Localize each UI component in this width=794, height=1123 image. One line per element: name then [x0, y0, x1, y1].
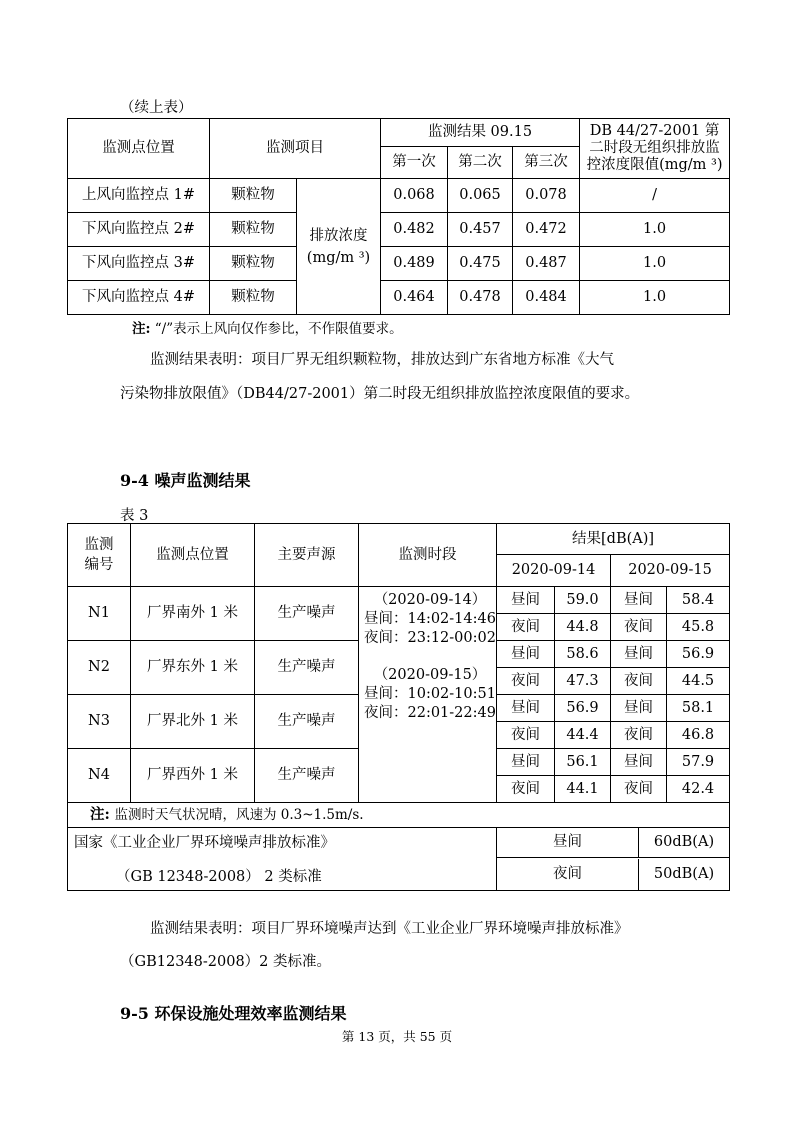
- section-9-4-title: 9-4 噪声监测结果: [120, 471, 251, 490]
- noise-value: 46.8: [667, 722, 730, 749]
- location-cell: 上风向监控点 1#: [68, 179, 210, 213]
- item-cell: 颗粒物: [210, 213, 297, 247]
- day-label: 昼间: [497, 749, 555, 776]
- noise-source: 生产噪声: [255, 695, 359, 749]
- night-label: 夜间: [497, 722, 555, 749]
- header-source: 主要声源: [255, 524, 359, 587]
- paragraph2-line1: 监测结果表明：项目厂界环境噪声达到《工业企业厂界环境噪声排放标准》: [150, 921, 629, 937]
- value-cell: 0.472: [513, 213, 580, 247]
- std-day-label: 昼间: [497, 828, 639, 857]
- note-label: 注:: [132, 321, 151, 337]
- value-cell: 0.475: [448, 247, 513, 281]
- station-no: N3: [68, 695, 131, 749]
- table2-note: [68, 803, 730, 828]
- value-cell: 0.482: [381, 213, 448, 247]
- table-row: [68, 587, 730, 614]
- note-text: 监测时天气状况晴，风速为 0.3~1.5m/s.: [114, 807, 364, 823]
- header-results: 结果[dB(A)]: [497, 524, 730, 555]
- table-row: [68, 247, 730, 281]
- noise-source: 生产噪声: [255, 641, 359, 695]
- standard-code: （GB 12348-2008） 2 类标准: [116, 869, 322, 885]
- night-label: 夜间: [611, 776, 667, 803]
- note-text: “/”表示上风向仅作参比，不作限值要求。: [154, 321, 403, 337]
- day-label: 昼间: [611, 587, 667, 614]
- value-cell: 0.065: [448, 179, 513, 213]
- day-label: 昼间: [611, 695, 667, 722]
- noise-value: 47.3: [555, 668, 611, 695]
- location-cell: 下风向监控点 3#: [68, 247, 210, 281]
- noise-value: 44.5: [667, 668, 730, 695]
- noise-source: 生产噪声: [255, 749, 359, 803]
- particulate-results-table: [67, 118, 730, 315]
- header-location: 监测点位置: [68, 119, 210, 179]
- night-label: 夜间: [611, 722, 667, 749]
- station-location: 厂界北外 1 米: [131, 695, 255, 749]
- item-cell: 颗粒物: [210, 281, 297, 315]
- limit-cell: 1.0: [580, 213, 730, 247]
- noise-value: 45.8: [667, 614, 730, 641]
- station-location: 厂界西外 1 米: [131, 749, 255, 803]
- station-location: 厂界东外 1 米: [131, 641, 255, 695]
- std-night-label: 夜间: [497, 859, 639, 890]
- noise-value: 58.1: [667, 695, 730, 722]
- night-label: 夜间: [497, 614, 555, 641]
- station-location: 厂界南外 1 米: [131, 587, 255, 641]
- noise-value: 44.1: [555, 776, 611, 803]
- continued-label: （续上表）: [120, 100, 193, 116]
- standard-cell: [68, 828, 497, 891]
- value-cell: 0.478: [448, 281, 513, 315]
- limit-cell: /: [580, 179, 730, 213]
- item-cell: 颗粒物: [210, 179, 297, 213]
- header-results: 监测结果 09.15: [381, 119, 580, 147]
- header-third: 第三次: [513, 147, 580, 179]
- value-cell: 0.484: [513, 281, 580, 315]
- std-day-row: [497, 828, 730, 858]
- parameter-cell: 排放浓度(mg/m ³): [297, 179, 381, 315]
- value-cell: 0.487: [513, 247, 580, 281]
- date-2: 2020-09-15: [611, 555, 730, 587]
- value-cell: 0.068: [381, 179, 448, 213]
- limit-cell: 1.0: [580, 281, 730, 315]
- station-no: N1: [68, 587, 131, 641]
- period-date-1: （2020-09-14）: [373, 592, 487, 608]
- header-first: 第一次: [381, 147, 448, 179]
- standard-name: 国家《工业企业厂界环境噪声排放标准》: [74, 835, 335, 851]
- value-cell: 0.489: [381, 247, 448, 281]
- night-label: 夜间: [497, 668, 555, 695]
- std-night-value: 50dB(A): [653, 865, 715, 882]
- location-cell: 下风向监控点 4#: [68, 281, 210, 315]
- night-label: 夜间: [611, 614, 667, 641]
- station-no: N2: [68, 641, 131, 695]
- item-cell: 颗粒物: [210, 247, 297, 281]
- period-day-1: 昼间：14:02-14:46: [364, 611, 496, 627]
- header-second: 第二次: [448, 147, 513, 179]
- noise-value: 58.4: [667, 587, 730, 614]
- period-cell: [359, 587, 497, 803]
- night-label: 夜间: [611, 668, 667, 695]
- day-label: 昼间: [497, 695, 555, 722]
- period-night-1: 夜间：23:12-00:02: [364, 630, 496, 646]
- header-no: 监测编号: [68, 524, 131, 587]
- limit-cell: 1.0: [580, 247, 730, 281]
- table-row: [68, 281, 730, 315]
- header-standard: DB 44/27-2001 第二时段无组织排放监控浓度限值(mg/m ³): [580, 119, 730, 179]
- noise-value: 57.9: [667, 749, 730, 776]
- noise-value: 56.9: [667, 641, 730, 668]
- table3-caption: 表 3: [120, 508, 149, 524]
- location-cell: 下风向监控点 2#: [68, 213, 210, 247]
- period-date-2: （2020-09-15）: [373, 667, 487, 683]
- table1-note: [132, 317, 403, 337]
- header-period: 监测时段: [359, 524, 497, 587]
- noise-source: 生产噪声: [255, 587, 359, 641]
- paragraph1-line1: 监测结果表明：项目厂界无组织颗粒物，排放达到广东省地方标准《大气: [150, 352, 614, 368]
- noise-value: 44.8: [555, 614, 611, 641]
- note-label: 注:: [90, 806, 110, 823]
- std-day-value: 60dB(A): [653, 834, 715, 851]
- noise-value: 44.4: [555, 722, 611, 749]
- period-day-2: 昼间：10:02-10:51: [364, 686, 496, 702]
- period-night-2: 夜间：22:01-22:49: [364, 705, 496, 721]
- value-cell: 0.078: [513, 179, 580, 213]
- page-footer: 第 13 页，共 55 页: [341, 1029, 453, 1044]
- day-label: 昼间: [497, 587, 555, 614]
- std-night-row: [497, 858, 730, 891]
- noise-value: 42.4: [667, 776, 730, 803]
- table-row: [68, 213, 730, 247]
- day-label: 昼间: [497, 641, 555, 668]
- paragraph1-line2: 污染物排放限值》（DB44/27-2001）第二时段无组织排放监控浓度限值的要求。: [120, 386, 640, 402]
- section-9-5-title: 9-5 环保设施处理效率监测结果: [120, 1004, 347, 1023]
- date-1: 2020-09-14: [497, 555, 611, 587]
- noise-value: 56.1: [555, 749, 611, 776]
- noise-value: 58.6: [555, 641, 611, 668]
- value-cell: 0.457: [448, 213, 513, 247]
- day-label: 昼间: [611, 749, 667, 776]
- header-item: 监测项目: [210, 119, 381, 179]
- paragraph2-line2: （GB12348-2008）2 类标准。: [120, 954, 331, 970]
- value-cell: 0.464: [381, 281, 448, 315]
- station-no: N4: [68, 749, 131, 803]
- noise-value: 59.0: [555, 587, 611, 614]
- table-row: [68, 179, 730, 213]
- night-label: 夜间: [497, 776, 555, 803]
- noise-results-table: [67, 523, 730, 891]
- noise-value: 56.9: [555, 695, 611, 722]
- day-label: 昼间: [611, 641, 667, 668]
- header-location: 监测点位置: [131, 524, 255, 587]
